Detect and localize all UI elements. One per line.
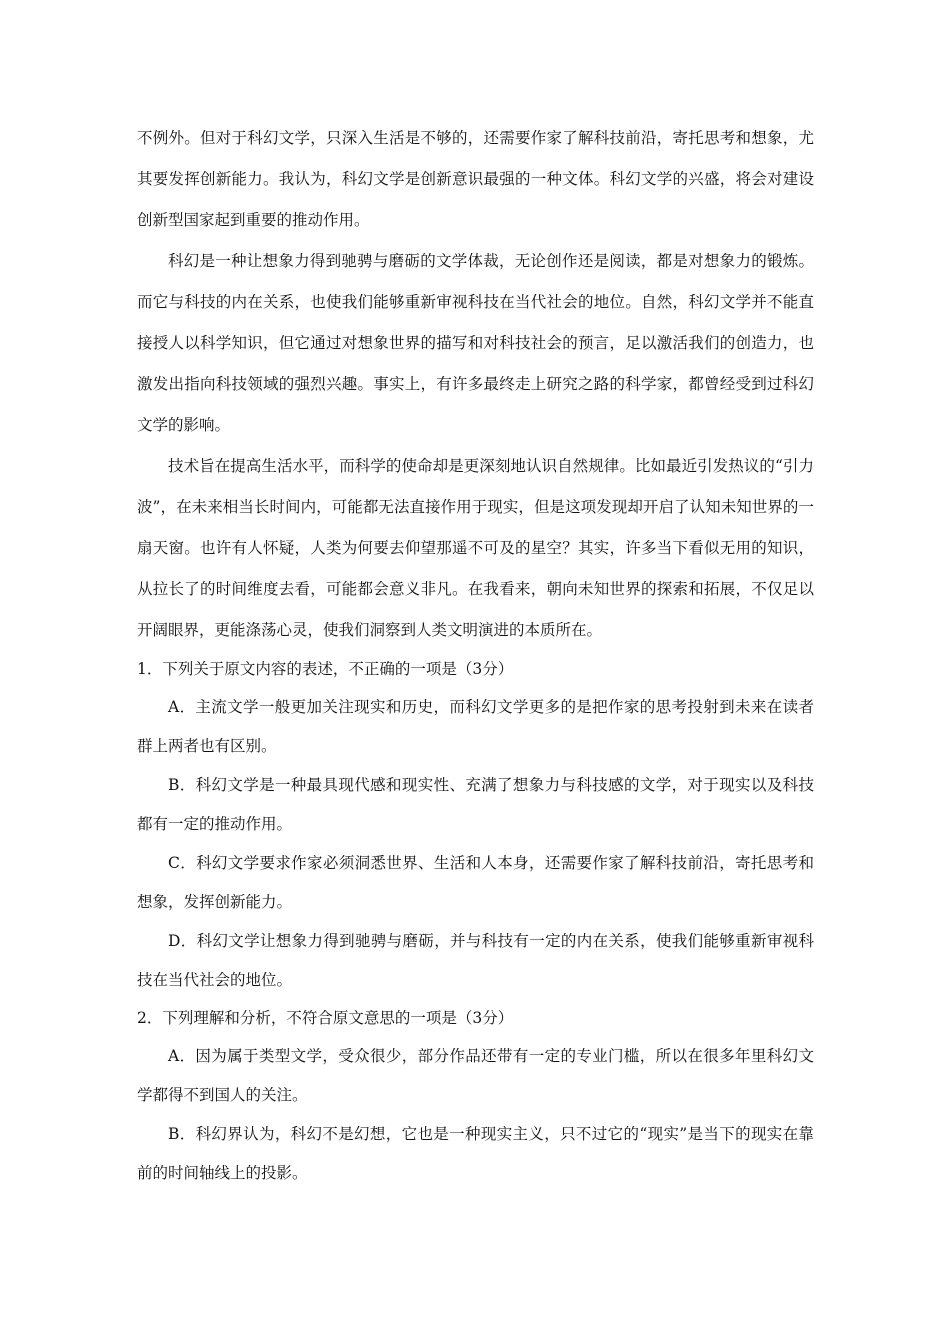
question-stem: 1．下列关于原文内容的表述，不正确的一项是（3分） — [137, 660, 514, 678]
document-body — [137, 118, 814, 1193]
question-2 — [137, 1000, 814, 1193]
question-stem: 2．下列理解和分析，不符合原文意思的一项是（3分） — [137, 1009, 514, 1027]
option-b: B．科幻文学是一种最具现代感和现实性、充满了想象力与科技感的文学，对于现实以及科技都有一定的推动作用。 — [137, 776, 814, 833]
option-d: D．科幻文学让想象力得到驰骋与磨砺，并与科技有一定的内在关系，使我们能够重新审视科技在当代社会的地位。 — [137, 932, 814, 989]
paragraph: 科幻是一种让想象力得到驰骋与磨砺的文学体裁，无论创作还是阅读，都是对想象力的锻炼。而它与科技的内在关系，也使我们能够重新审视科技在当代社会的地位。自然，科幻文学并不能直接授人以科学知识，但它通过对想象世界的描写和对科技社会的预言，足以激活我们的创造力，也激发出指向科技领域的强烈兴趣。事实上，有许多最终走上研究之路的科学家，都曾经受到过科幻文学的影响。 — [137, 252, 814, 434]
option-b: B．科幻界认为，科幻不是幻想，它也是一种现实主义，只不过它的“现实”是当下的现实在靠前的时间轴线上的投影。 — [137, 1125, 814, 1182]
paragraph: 不例外。但对于科幻文学，只深入生活是不够的，还需要作家了解科技前沿，寄托思考和想象，尤其要发挥创新能力。我认为，科幻文学是创新意识最强的一种文体。科幻文学的兴盛，将会对建设创新型国家起到重要的推动作用。 — [137, 129, 814, 229]
option-a: A．主流文学一般更加关注现实和历史，而科幻文学更多的是把作家的思考投射到未来在读者群上两者也有区别。 — [137, 698, 814, 755]
option-c: C．科幻文学要求作家必须洞悉世界、生活和人本身，还需要作家了解科技前沿，寄托思考和想象，发挥创新能力。 — [137, 854, 814, 911]
paragraph: 技术旨在提高生活水平，而科学的使命却是更深刻地认识自然规律。比如最近引发热议的“引力波”，在未来相当长时间内，可能都无法直接作用于现实，但是这项发现却开启了认知未知世界的一扇天窗。也许有人怀疑，人类为何要去仰望那遥不可及的星空？其实，许多当下看似无用的知识，从拉长了的时间维度去看，可能都会意义非凡。在我看来，朝向未知世界的探索和拓展，不仅足以开阔眼界，更能涤荡心灵，使我们洞察到人类文明演进的本质所在。 — [137, 457, 814, 639]
option-a: A．因为属于类型文学，受众很少，部分作品还带有一定的专业门槛，所以在很多年里科幻文学都得不到国人的关注。 — [137, 1047, 814, 1104]
question-1 — [137, 651, 814, 1000]
